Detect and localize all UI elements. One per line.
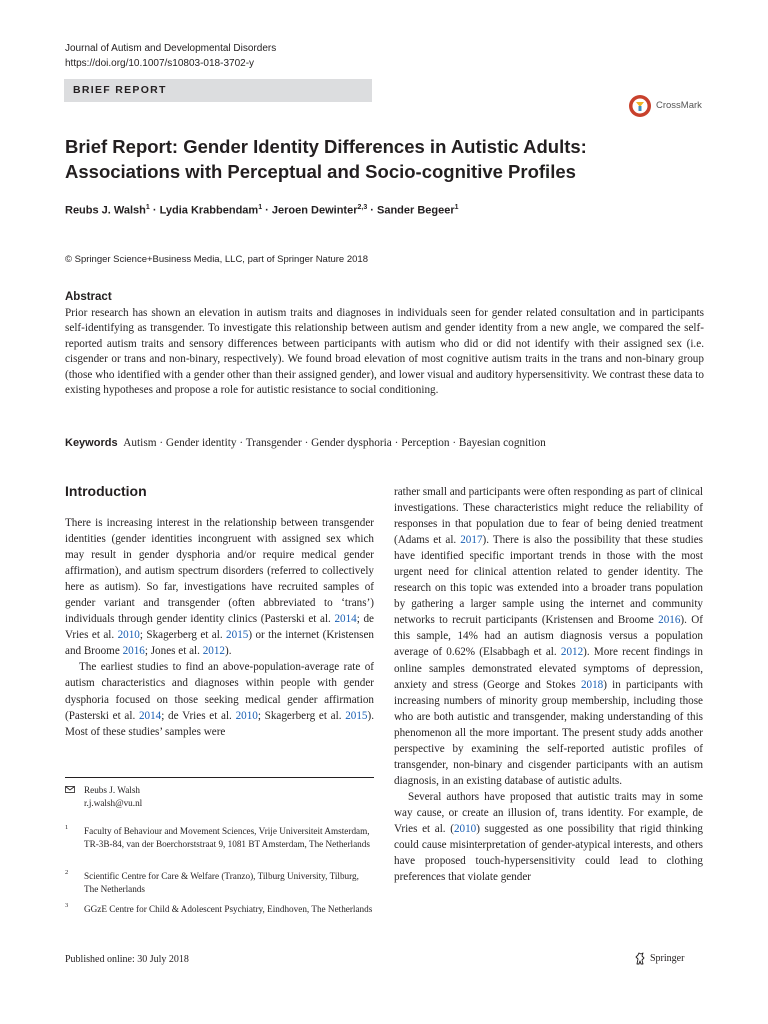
affiliation-number: 3 <box>65 902 69 909</box>
paragraph-text: ). Of this sample, 14% had an autism diagnosis versus a population average of 0.62% (Elsabbagh et al. <box>394 614 703 659</box>
abstract-heading: Abstract <box>65 291 112 303</box>
journal-name: Journal of Autism and Developmental Disorders <box>65 43 277 54</box>
affiliation-number: 1 <box>65 824 69 831</box>
paragraph-text: ) suggested as one possibility that rigid thinking could cause misinterpretation of gender-atypical interests, and others have proposed touch-hypersensitivity could lead to clothing preferences that violate gender <box>394 822 703 884</box>
body-column-right <box>394 484 703 885</box>
author-name[interactable]: Sander Begeer <box>377 204 455 217</box>
author-name[interactable]: Reubs J. Walsh <box>65 204 146 217</box>
article-title-line-2: Associations with Perceptual and Socio-cognitive Profiles <box>65 161 576 182</box>
paragraph-text: ; Skagerberg et al. <box>139 629 227 642</box>
keywords-line <box>65 437 546 449</box>
crossmark-label: CrossMark <box>656 100 702 111</box>
paragraph-text: The earliest studies to find an above-population-average rate of autism characteristics and diagnoses within people with gender dysphoria focused on those seeking medical gender affirmation (Pasterski et al. <box>65 661 374 722</box>
introduction-heading: Introduction <box>65 483 147 499</box>
crossmark-badge[interactable] <box>628 92 708 122</box>
affiliation-text: Faculty of Behaviour and Movement Sciences, Vrije Universiteit Amsterdam, TR-3B-84, van der Boerchorststraat 9, 1081 BT Amsterdam, The Netherlands <box>84 826 370 849</box>
author-affiliation-ref: 1 <box>454 204 459 211</box>
crossmark-icon <box>628 94 652 118</box>
paragraph-text: ) or the internet (Kristensen and Broome <box>65 629 374 658</box>
paragraph-text: ). Most of these studies’ samples were <box>65 709 374 738</box>
paragraph <box>394 789 703 885</box>
paragraph-text: rather small and participants were often responding as part of clinical investigations. These characteristics might reduce the reliability of responses in that population due to fear of being denied treatment (Adams et al. <box>394 486 703 547</box>
citation-link[interactable]: 2016 <box>122 645 145 658</box>
affiliation-number: 2 <box>65 869 69 876</box>
doi-link[interactable]: https://doi.org/10.1007/s10803-018-3702-y <box>65 58 255 69</box>
author-name[interactable]: Jeroen Dewinter <box>271 204 358 217</box>
author-separator: · <box>262 204 272 217</box>
paragraph-text: ) in participants with increasing numbers of minority group membership, including those who are both autistic and transgender, making understanding of this phenomenon all the more important. The present study adds another perspective by examining the self-reported autistic profiles of transgender, non-binary and cisgender participants with an autism diagnosis, in an existing database of autistic adults. <box>394 678 703 787</box>
paragraph-text: ; Skagerberg et al. <box>257 709 346 722</box>
affiliation <box>65 825 375 865</box>
footnote-divider <box>65 777 374 778</box>
author-separator: · <box>149 204 160 217</box>
paragraph-text: There is increasing interest in the relationship between transgender identities (gender identities incongruent with assigned sex which may result in gender dysphoria and/or require medical gender affirmation), and autism spectrum disorders (referred to collectively here as autism). So far, investigations have recruited samples of gender variant and transgender (often abbreviated to ‘trans’) individuals through gender identity clinics (Pasterski et al. <box>65 517 374 626</box>
citation-link[interactable]: 2010 <box>117 629 140 642</box>
citation-link[interactable]: 2016 <box>658 614 681 627</box>
contact-name: Reubs J. Walsh <box>84 785 141 795</box>
publisher-logo <box>634 951 714 967</box>
article-type-banner <box>64 79 372 102</box>
citation-link[interactable]: 2015 <box>345 709 368 722</box>
affiliation-text: Scientific Centre for Care & Welfare (Tranzo), Tilburg University, Tilburg, The Netherlands <box>84 871 359 894</box>
envelope-icon <box>65 786 75 793</box>
citation-link[interactable]: 2015 <box>226 629 249 642</box>
citation-link[interactable]: 2014 <box>334 613 357 626</box>
keywords-label: Keywords <box>65 437 118 449</box>
abstract-text: Prior research has shown an elevation in autism traits and diagnoses in individuals seen for gender related consultation and in participants self-identifying as transgender. To investigate this relationship between autism and gender identity from a new angle, we compared the self-reported autism traits and sensory differences between participants with autism who did or did not identify with their assigned sex (i.e. cisgender or trans and non-binary, respectively). We found broad elevation of most cognitive autism traits in the trans and non-binary group (those who identified with a gender other than their assigned gender), and lower visual and auditory hypersensitivity. We contrast these data to existing hypotheses and propose a role for autistic resistance to social conditioning. <box>65 307 704 397</box>
body-column-left <box>65 515 374 740</box>
paragraph <box>65 515 374 659</box>
published-date: Published online: 30 July 2018 <box>65 954 189 965</box>
affiliation <box>65 870 375 898</box>
springer-horse-icon <box>634 952 646 965</box>
author-name[interactable]: Lydia Krabbendam <box>159 204 259 217</box>
citation-link[interactable]: 2010 <box>453 822 477 835</box>
article-title-line-1: Brief Report: Gender Identity Differences in Autistic Adults: <box>65 136 587 157</box>
affiliation <box>65 903 375 931</box>
author-separator: · <box>367 204 377 217</box>
author-affiliation-ref: 1 <box>145 204 150 211</box>
paragraph-text: ; de Vries et al. <box>65 613 374 642</box>
paragraph <box>65 659 374 739</box>
paragraph-text: ). More recent findings in online samples demonstrated elevated symptoms of depression, anxiety and stress (George and Stokes <box>394 646 703 691</box>
paragraph <box>394 484 703 789</box>
affiliation-text: GGzE Centre for Child & Adolescent Psychiatry, Eindhoven, The Netherlands <box>84 904 373 914</box>
citation-link[interactable]: 2012 <box>202 645 225 658</box>
paragraph-text: ). There is also the possibility that these studies have identified specific important trends in those with the most urgent need for clinical attention related to gender identity. The research on this topic was extended into a broader trans population by gathering a larger sample using the internet and community networks to recruit participants (Kristensen and Broome <box>394 534 703 627</box>
paragraph-text: ; Jones et al. <box>144 645 203 658</box>
article-type-label: BRIEF REPORT <box>73 84 167 96</box>
author-list <box>65 204 459 217</box>
citation-link[interactable]: 2017 <box>460 534 483 547</box>
citation-link[interactable]: 2012 <box>560 646 584 659</box>
citation-link[interactable]: 2018 <box>580 678 604 691</box>
paragraph-text: ). <box>224 645 232 658</box>
keywords-list: Autism · Gender identity · Transgender · Gender dysphoria · Perception · Bayesian cognition <box>123 437 546 449</box>
paragraph-text: Several authors have proposed that autistic traits may in some way cause, or create an illusion of, trans identity. For example, de Vries et al. ( <box>394 790 703 835</box>
journal-header <box>65 41 276 71</box>
paragraph-text: ; de Vries et al. <box>161 709 236 722</box>
contact-email[interactable]: r.j.walsh@vu.nl <box>84 798 143 808</box>
article-title <box>65 134 705 184</box>
author-affiliation-ref: 1 <box>258 204 263 211</box>
author-affiliation-ref: 2,3 <box>357 204 368 211</box>
publisher-name: Springer <box>650 953 685 964</box>
copyright-notice: © Springer Science+Business Media, LLC, part of Springer Nature 2018 <box>65 254 368 265</box>
citation-link[interactable]: 2014 <box>138 709 162 722</box>
citation-link[interactable]: 2010 <box>235 709 258 722</box>
